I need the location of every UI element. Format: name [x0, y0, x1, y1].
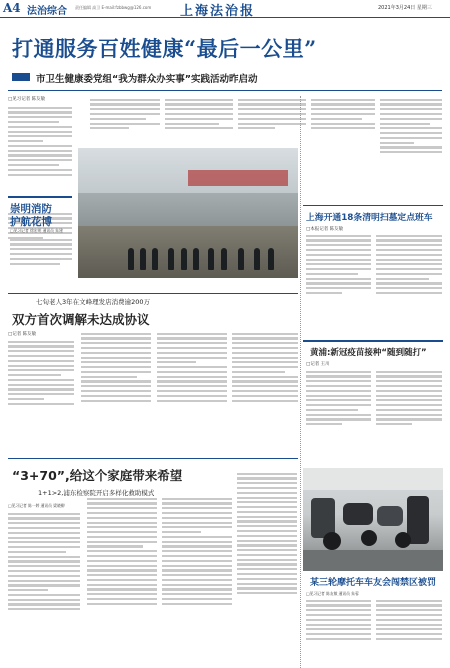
- divider: [8, 90, 442, 91]
- lead-headline: 打通服务百姓健康“最后一公里”: [12, 36, 317, 61]
- family-byline: □见习记者 陈一婷 通讯员 梁晓柳: [8, 503, 65, 508]
- elderly-column-1: [8, 338, 74, 450]
- lead-column-2: [90, 96, 160, 146]
- divider: [8, 196, 72, 198]
- page-number: A4: [3, 1, 21, 15]
- motor-byline: □见习记者 陈友敏 通讯员 朱蓉: [306, 591, 359, 596]
- issue-date: 2021年3月24日 星期三: [378, 5, 432, 11]
- elderly-column-4: [232, 330, 298, 450]
- bus-byline: □本报记者 陈友敏: [306, 227, 344, 232]
- vaccine-headline: 黄浦:新冠疫苗接种“随到随打”: [310, 348, 427, 358]
- photo-title-line1: 崇明消防: [10, 203, 52, 215]
- elderly-column-3: [157, 330, 227, 450]
- family-column-1: [8, 510, 80, 668]
- lead-column-3: [165, 96, 233, 146]
- family-column-2: [87, 495, 157, 668]
- motor-headline: 某三轮摩托车车友会闯禁区被罚: [310, 578, 437, 588]
- newspaper-logo: 上海法治报: [180, 4, 256, 19]
- photo-caption-text: [10, 236, 72, 286]
- divider: [303, 340, 443, 342]
- vaccine-column-2: [376, 368, 442, 463]
- elderly-kicker: 七旬老人3年在文峰理发店消费逾200万: [36, 298, 151, 306]
- motor-column-1: [306, 597, 371, 668]
- lead-byline: □见习记者 陈友敏: [8, 97, 46, 102]
- photo-byline: □见习记者 徐宏明 通讯员 朱建: [10, 228, 63, 233]
- bus-column-1: [306, 232, 371, 337]
- elderly-column-2: [81, 330, 151, 450]
- lead-column-1: [8, 104, 72, 209]
- divider: [303, 205, 443, 206]
- motor-column-2: [376, 597, 442, 668]
- subhead-marker: [12, 73, 30, 81]
- lead-subhead: 市卫生健康委党组“我为群众办实事”实践活动昨启动: [36, 74, 258, 85]
- elderly-byline: □记者 陈友敏: [8, 332, 37, 337]
- column-rule: [300, 96, 301, 668]
- lead-column-4: [238, 96, 306, 146]
- family-kicker: 1+1>2,浦东检察院开启多样化救助模式: [38, 489, 155, 497]
- divider: [8, 293, 298, 294]
- vaccine-byline: □记者 王川: [306, 362, 330, 367]
- family-column-3: [162, 495, 232, 668]
- vaccine-column-1: [306, 368, 371, 463]
- family-headline: “3+70”,给这个家庭带来希望: [12, 468, 183, 483]
- bus-column-2: [376, 232, 442, 337]
- elderly-headline: 双方首次调解未达成协议: [12, 312, 150, 327]
- editor-line: 责任编辑 高卫 E-mail:fzbbwg@126.com: [75, 5, 152, 10]
- photo-title-line2: 护航花博: [10, 216, 52, 228]
- divider: [8, 458, 298, 459]
- family-column-4: [237, 470, 297, 668]
- lead-column-6: [380, 96, 442, 201]
- bus-headline: 上海开通18条清明扫墓定点班车: [306, 213, 433, 223]
- lead-column-5: [311, 96, 375, 146]
- section-title: 法治综合: [27, 6, 67, 17]
- motorcycle-photo: [303, 468, 443, 571]
- firefighters-photo: [78, 148, 298, 278]
